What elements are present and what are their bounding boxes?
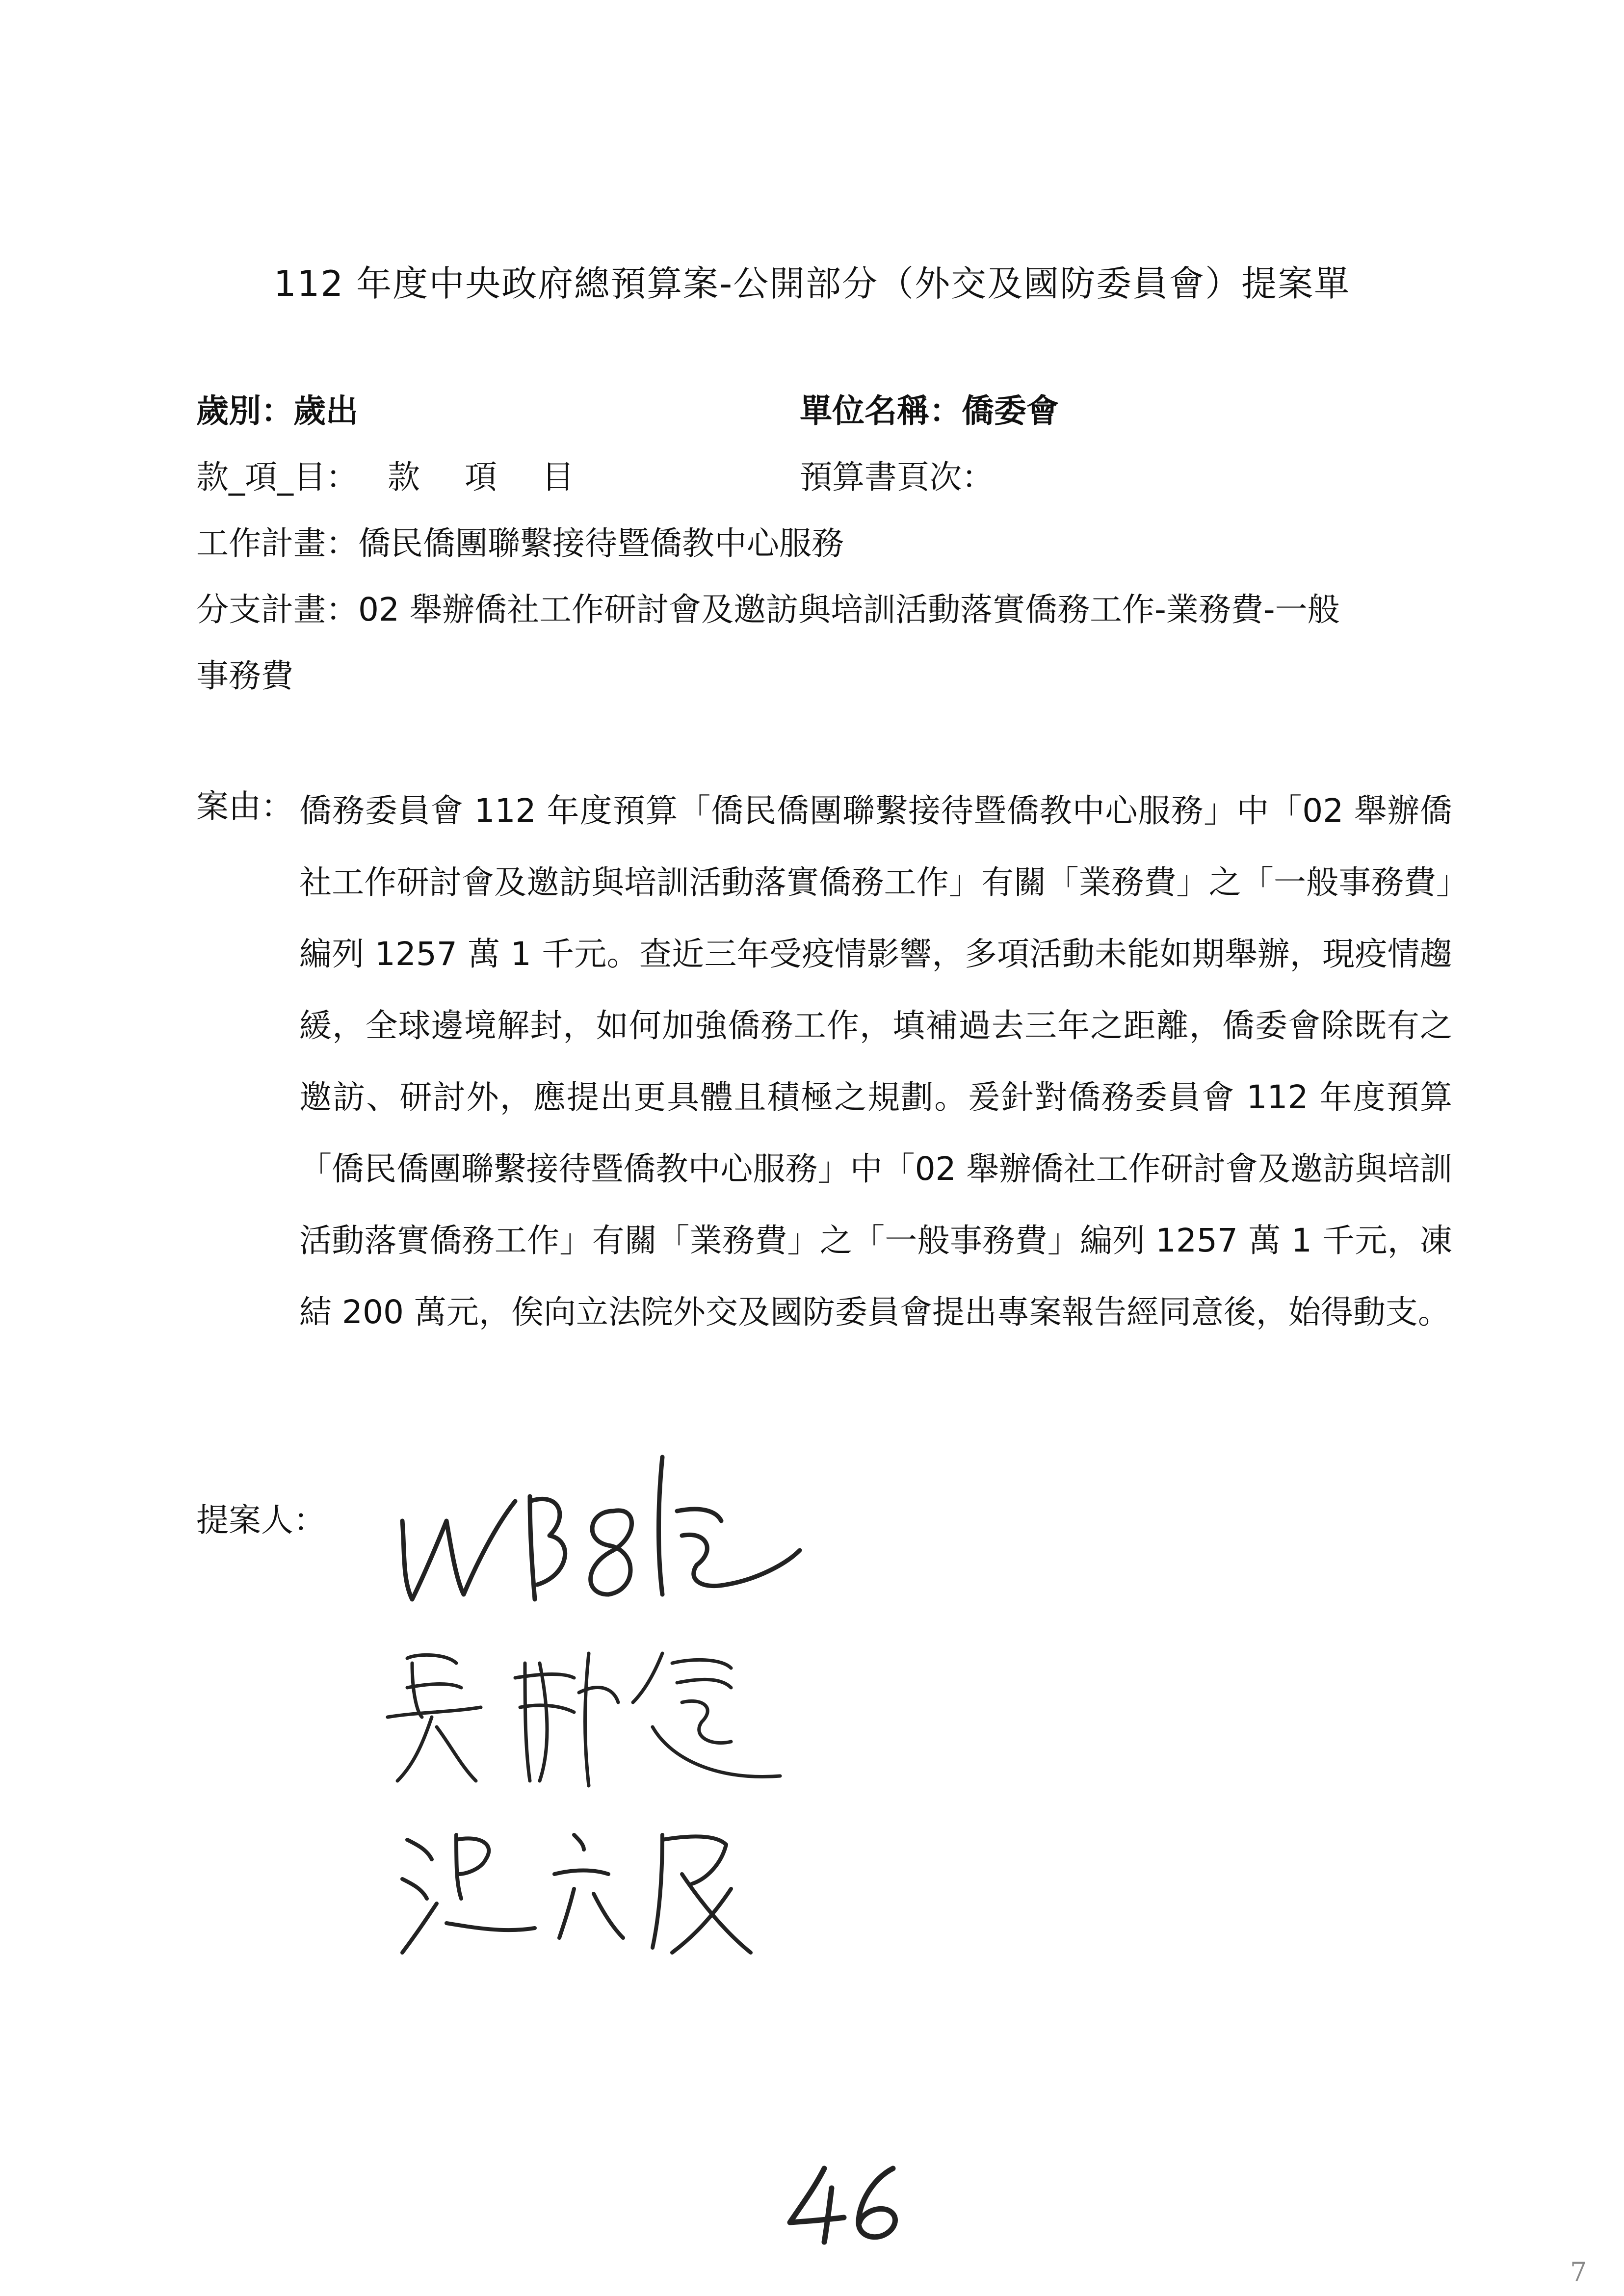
- unit-name-label: 單位名稱：: [800, 392, 962, 430]
- unit-name-field: [800, 392, 1059, 430]
- corner-page-mark: 7: [1570, 2257, 1587, 2288]
- kxm-field: [196, 458, 574, 496]
- page-title: 112 年度中央政府總預算案-公開部分（外交及國防委員會）提案單: [273, 263, 1351, 304]
- kxm-value: 款 項 目: [388, 458, 574, 496]
- sub-plan-line2: 事務費: [196, 657, 293, 695]
- work-plan-value: 僑民僑團聯繫接待暨僑教中心服務: [358, 524, 844, 562]
- signature-3: [388, 1805, 780, 1992]
- sub-plan-label: 分支計畫：: [196, 591, 358, 628]
- year-type-value: 歲出: [293, 392, 358, 430]
- work-plan-label: 工作計畫：: [196, 524, 358, 562]
- budget-page-field: [800, 458, 994, 496]
- handwritten-page-number: [785, 2159, 913, 2247]
- kxm-label: 款_項_目：: [196, 458, 358, 496]
- reason-text: 僑務委員會 112 年度預算「僑民僑團聯繫接待暨僑教中心服務」中「02 舉辦僑社工作研討會及邀訪與培訓活動落實僑務工作」有關「業務費」之「一般事務費」編列 1257 萬 1 千元。查近三年受疫情影響，多項活動未能如期舉辦，現疫情趨緩，全球邊境解封，如何加強僑務工作，填補過去三年之距離，僑委會除既有之邀訪、研討外，應提出更具體且積極之規劃。爰針對僑務委員會 112 年度預算「僑民僑團聯繫接待暨僑教中心服務」中「02 舉辦僑社工作研討會及邀訪與培訓活動落實僑務工作」有關「業務費」之「一般事務費」編列 1257 萬 1 千元，凍結 200 萬元，俟向立法院外交及國防委員會提出專案報告經同意後，始得動支。: [299, 792, 1452, 1331]
- sub-plan-line1: 02 舉辦僑社工作研討會及邀訪與培訓活動落實僑務工作-業務費-一般: [358, 591, 1340, 628]
- budget-page-label: 預算書頁次：: [800, 458, 994, 496]
- work-plan-field: [196, 524, 844, 562]
- year-type-label: 歲別：: [196, 392, 293, 430]
- reason-label: 案由：: [196, 787, 293, 825]
- signature-1: [383, 1437, 824, 1644]
- unit-name-value: 僑委會: [962, 392, 1059, 430]
- proposer-label: 提案人：: [196, 1501, 326, 1539]
- year-type-field: [196, 392, 358, 430]
- signature-2: [378, 1634, 819, 1796]
- sub-plan-field: [196, 591, 1340, 628]
